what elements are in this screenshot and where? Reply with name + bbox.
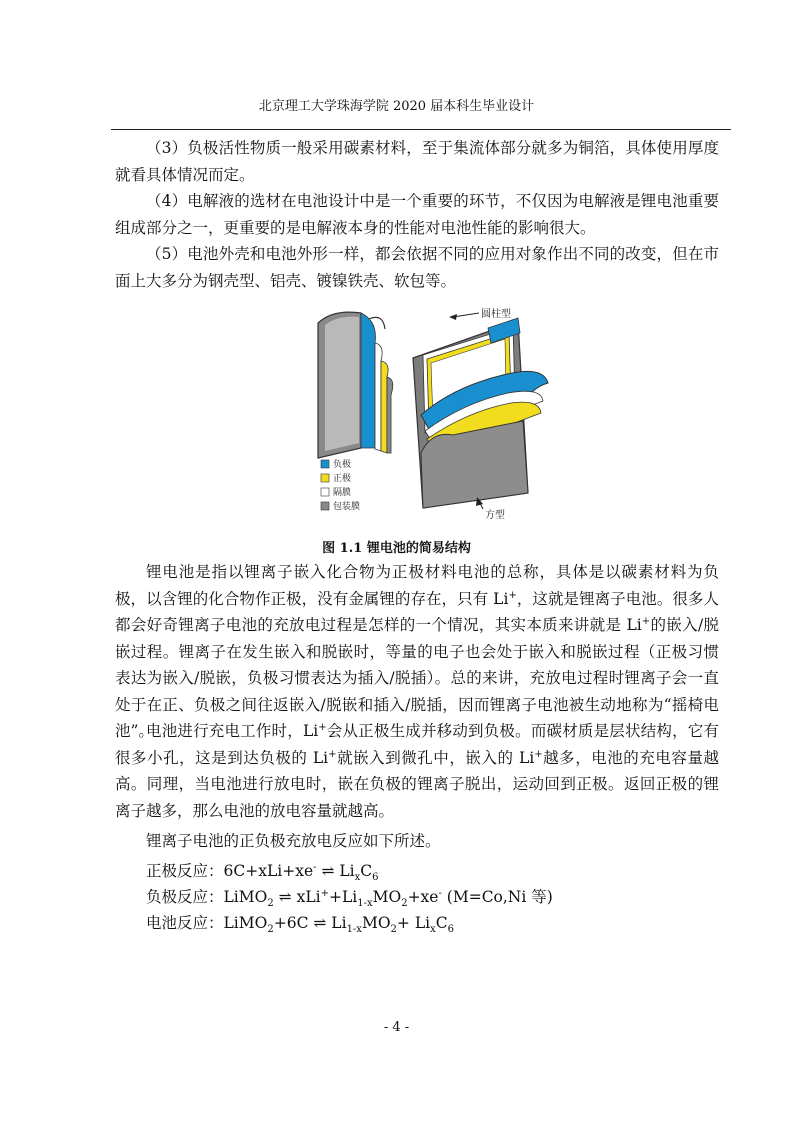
body-text: ，这就是锂离子电池。很多人都会好奇锂离子电池的充放电过程是怎样的一个情况，其实本质来讲就是 Li	[115, 589, 719, 634]
legend-swatch-separator	[321, 488, 329, 496]
equation-negative-electrode: 负极反应：LiMO$_2$ ⇌ $xLi^++Li_{1-x}MO_2+xe^-$ (M=Co,Ni 等)	[146, 887, 553, 910]
legend-label-separator: 隔膜	[333, 487, 352, 497]
cylindrical-cell-drawing	[318, 312, 393, 458]
legend-swatch-packaging	[321, 502, 329, 510]
eq-label: 负极反应：	[146, 888, 224, 906]
legend-label-negative: 负极	[333, 459, 352, 469]
battery-structure-illustration	[303, 303, 558, 525]
superscript-plus: +	[318, 721, 327, 733]
prismatic-cell-drawing	[413, 318, 548, 508]
equation-battery-reaction: 电池反应：LiMO$_2$+6C ⇌ $Li_{1-x}MO_2+ Li_xC_6$	[146, 914, 454, 936]
body-text: 电池进行充电工作时，Li	[146, 722, 319, 740]
cylinder-type-label: 圆柱型	[481, 309, 511, 320]
superscript-plus: +	[534, 748, 543, 760]
superscript-plus: +	[328, 748, 337, 760]
legend-swatch-positive	[321, 474, 329, 482]
body-text: 就嵌入到微孔中，嵌入的 Li	[336, 748, 535, 767]
page-header: 北京理工大学珠海学院 2020 届本科生毕业设计	[258, 99, 535, 114]
equation-positive-electrode: 正极反应：6C+xLi+xe- ⇌ $Li_xC_6$	[146, 861, 379, 884]
legend-swatch-negative	[321, 460, 329, 468]
body-text: 锂电池是指以锂离子嵌入化合物为正极材料电池的总称，具体是以碳素材料为负极，以含锂的化合物作正极，没有金属锂的存在，只有 Li	[115, 563, 719, 608]
eq-label: 电池反应：	[146, 914, 224, 932]
paragraph-charging-process	[115, 718, 719, 824]
legend-label-positive: 正极	[333, 473, 352, 483]
body-text: 的嵌入/脱嵌过程。锂离子在发生嵌入和脱嵌时，等量的电子也会处于嵌入和脱嵌过程（正极习惯表达为嵌入/脱嵌，负极习惯表达为插入/脱插）。总的来讲，充放电过程时锂离子会一直处于在正、负极之间往返嵌入/脱嵌和插入/脱插，因而锂离子电池被生动地称为“摇椅电池”。	[115, 616, 719, 740]
figure-legend	[321, 458, 360, 511]
header-rule	[111, 129, 731, 130]
paragraph-lithium-ion-intro	[115, 559, 719, 745]
prismatic-type-label: 方型	[485, 510, 505, 521]
paragraph-negative-electrode: （3）负极活性物质一般采用碳素材料，至于集流体部分就多为铜箔，具体使用厚度就看具体情况而定。	[115, 139, 719, 184]
paragraph-battery-case: （5）电池外壳和电池外形一样，都会依据不同的应用对象作出不同的改变，但在市面上大多分为钢壳型、铝壳、镀镍铁壳、软包等。	[115, 245, 719, 290]
page-number: - 4 -	[383, 1020, 410, 1035]
body-text: 会从正极生成并移动到负极。而碳材质是层状结构，它有很多小孔，这是到达负极的 Li	[115, 722, 719, 767]
eq-label: 正极反应：	[146, 862, 224, 880]
paragraph-electrolyte: （4）电解液的选材在电池设计中是一个重要的环节，不仅因为电解液是锂电池重要组成部分之一，更重要的是电解液本身的性能对电池性能的影响很大。	[115, 192, 719, 237]
paragraph-reactions-intro: 锂离子电池的正负极充放电反应如下所述。	[146, 832, 441, 850]
legend-label-packaging: 包装膜	[333, 501, 361, 511]
battery-structure-figure	[303, 303, 558, 525]
superscript-plus: +	[641, 615, 651, 627]
superscript-plus: +	[508, 589, 517, 601]
figure-caption: 图 1.1 锂电池的简易结构	[322, 541, 471, 556]
body-text: 越多，电池的充电容量越高。同理，当电池进行放电时，嵌在负极的锂离子脱出，运动回到正极。返回正极的锂离子越多，那么电池的放电容量就越高。	[115, 748, 719, 820]
